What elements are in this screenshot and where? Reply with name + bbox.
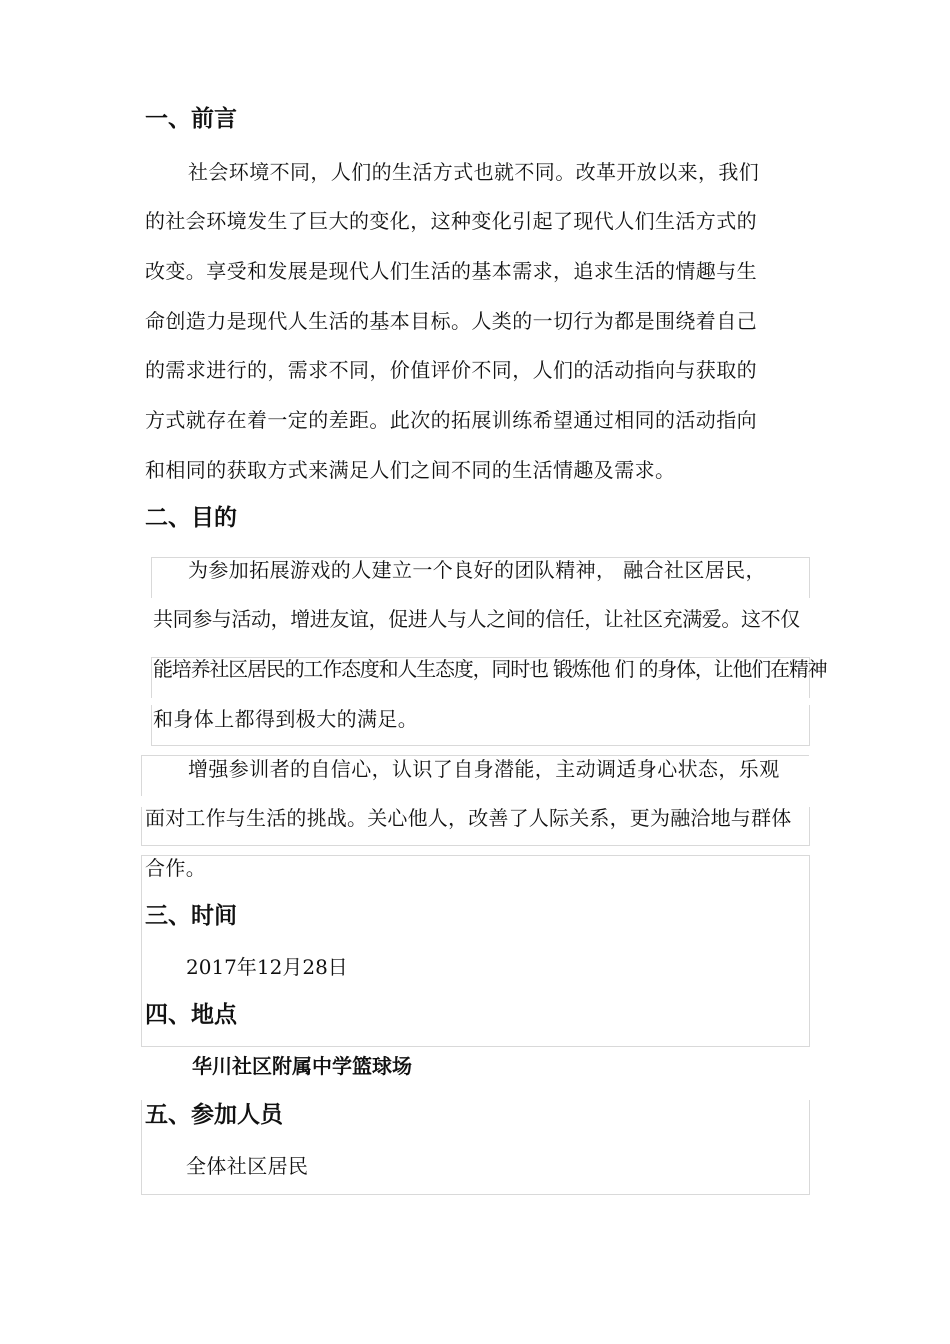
table-border <box>141 855 810 1047</box>
purpose-line: 增强参训者的自信心，认识了自身潜能，主动调适身心状态，乐观 <box>188 757 780 781</box>
event-date: 2017年12月28日 <box>186 955 348 979</box>
section-heading-purpose: 二、目的 <box>145 505 237 531</box>
purpose-line: 能培养社区居民的工作态度和人生态度，同时也 锻炼他 们 的身体，让他们在精神 <box>153 657 827 681</box>
preface-line: 和相同的获取方式来满足人们之间不同的生活情趣及需求。 <box>145 458 676 482</box>
preface-line: 方式就存在着一定的差距。此次的拓展训练希望通过相同的活动指向 <box>145 408 757 432</box>
preface-line: 改变。享受和发展是现代人们生活的基本需求，追求生活的情趣与生 <box>145 259 757 283</box>
purpose-line: 和身体上都得到极大的满足。 <box>153 707 419 731</box>
section-heading-preface: 一、前言 <box>145 106 237 132</box>
preface-line: 命创造力是现代人生活的基本目标。人类的一切行为都是围绕着自己 <box>145 309 757 333</box>
purpose-line: 面对工作与生活的挑战。关心他人，改善了人际关系，更为融洽地与群体 <box>145 806 792 830</box>
section-heading-participants: 五、参加人员 <box>145 1102 283 1128</box>
purpose-line: 共同参与活动，增进友谊，促进人与人之间的信任，让社区充满爱。这不仅 <box>153 607 800 631</box>
preface-line: 的需求进行的，需求不同，价值评价不同，人们的活动指向与获取的 <box>145 358 757 382</box>
event-venue: 华川社区附属中学篮球场 <box>192 1054 412 1078</box>
purpose-line: 为参加拓展游戏的人建立一个良好的团队精神， 融合社区居民， <box>188 558 766 582</box>
purpose-line: 合作。 <box>145 856 207 880</box>
preface-line: 的社会环境发生了巨大的变化，这种变化引起了现代人们生活方式的 <box>145 209 757 233</box>
preface-line: 社会环境不同，人们的生活方式也就不同。改革开放以来，我们 <box>188 160 760 184</box>
section-heading-time: 三、时间 <box>145 903 237 929</box>
section-heading-place: 四、地点 <box>145 1002 237 1028</box>
participants-value: 全体社区居民 <box>186 1154 309 1178</box>
